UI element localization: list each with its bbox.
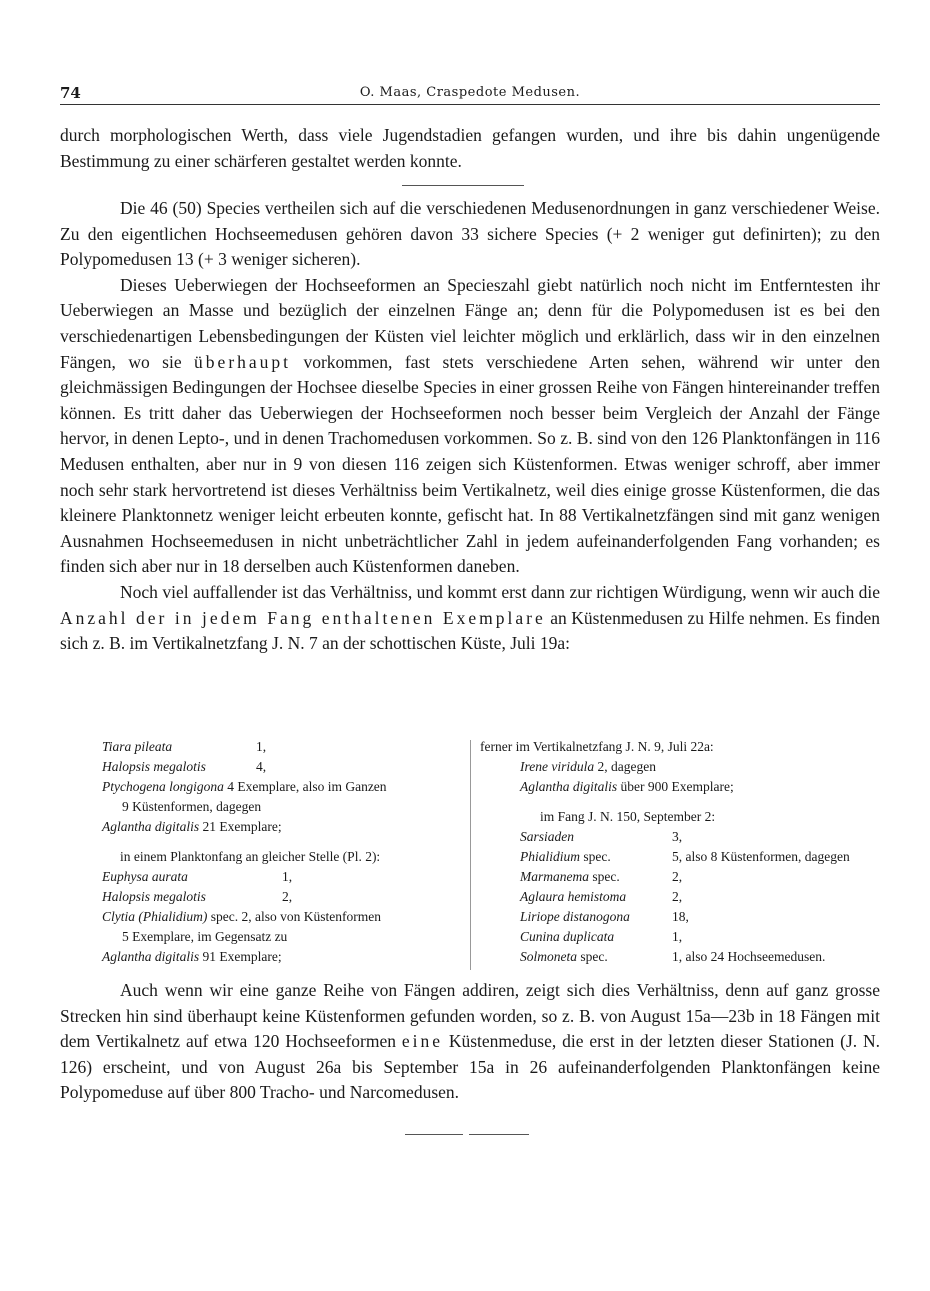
species-count: 1, (282, 869, 293, 884)
species-count: über 900 Exemplare; (620, 779, 734, 794)
paragraph-auffallender-b: an Küstenmedusen zu Hilfe nehmen. Es finden sich z. B. im Vertikalnetzfang J. N. 7 an der schottischen Küste, Juli 19a: (60, 607, 880, 654)
species-count: 4 Exemplare, also im Ganzen (227, 779, 387, 794)
species-name: Euphysa aurata (102, 869, 188, 884)
species-count: 3, (672, 829, 683, 844)
paragraph-species: Die 46 (50) Species vertheilen sich auf die verschiedenen Medusenordnungen in ganz verschiedener Weise. Zu den eigentlichen Hochseemedusen gehören davon 33 sichere Species (+ 2 weniger gut definirten); zu den Polypomedusen 13 (+ 3 weniger sicheren). (60, 198, 880, 270)
species-name: Halopsis megalotis (102, 889, 206, 904)
species-name: Marmanema (520, 869, 589, 884)
list-subheading: ferner im Vertikalnetzfang J. N. 9, Juli 22a: (480, 739, 714, 754)
list-item (480, 737, 880, 757)
species-count: 18, (672, 909, 689, 924)
list-item (102, 777, 462, 797)
species-name: Aglantha digitalis (102, 949, 200, 964)
species-count: 2, (282, 889, 293, 904)
species-name: Solmoneta (520, 949, 577, 964)
species-name: Phialidium (520, 849, 580, 864)
list-continuation: 5 Exemplare, im Gegensatz zu (122, 929, 288, 944)
paragraph-ueberwiegen (60, 273, 880, 580)
list-item (480, 867, 880, 887)
running-head: O. Maas, Craspedote Medusen. (359, 85, 581, 100)
list-item (480, 777, 880, 797)
emphasis-anzahl: Anzahl der in jedem Fang enthaltenen Exemplare (60, 607, 546, 628)
list-item (102, 847, 462, 867)
list-item (102, 797, 462, 817)
list-item (480, 887, 880, 907)
list-item (102, 927, 462, 947)
list-subheading: im Fang J. N. 150, September 2: (540, 809, 716, 824)
species-spec: spec. (580, 949, 608, 964)
list-item (480, 827, 880, 847)
list-item (102, 947, 462, 967)
main-text-block (60, 196, 880, 657)
species-count: 2, (672, 869, 683, 884)
species-count: 1, also 24 Hochseemedusen. (672, 949, 826, 964)
list-continuation: 9 Küstenformen, dagegen (122, 799, 262, 814)
paragraph-reihe (60, 978, 880, 1106)
list-item (102, 737, 462, 757)
emphasis-eine: eine (401, 1031, 443, 1052)
species-name: Clytia (102, 909, 135, 924)
species-name: Irene viridula (520, 759, 595, 774)
header-rule (60, 104, 880, 105)
page-header (60, 84, 880, 106)
paragraph-reihe-b: Küstenmeduse, die erst in der letzten dieser Stationen (J. N. 126) erscheint, und von August 26a bis September 15a in 26 aufeinanderfolgenden Planktonfängen keine Polypomeduse auf über 800 Tracho- und Narcomedusen. (60, 1031, 880, 1103)
list-item (102, 757, 462, 777)
species-count: 5, also 8 Küstenformen, dagegen (672, 849, 850, 864)
species-count: 21 Exemplare; (202, 819, 282, 834)
paragraph-ueberwiegen-b: vorkommen, fast stets verschiedene Arten sehen, während wir unter den gleichmässigen Bedingungen der Hochsee dieselbe Species in einer grossen Reihe von Fängen hintereinander treffen können. Es tritt daher das Ueberwiegen der Hochseeformen noch besser beim Vergleich der Anzahl der Fänge hervor, in denen Lepto-, und in denen Trachomedusen vorkommen. So z. B. sind von den 126 Planktonfängen in 116 Medusen enthalten, aber nur in 9 von diesen 116 zeigen sich Küstenformen. Etwas weniger schroff, aber immer noch sehr stark hervortretend ist dieses Verhältniss beim Vertikalnetz, weil dies einige grosse Küstenformen, die das kleinere Planktonnetz weniger leicht erbeuten konnte, gefischt hat. In 88 Vertikalnetzfängen sind mit ganz wenigen Ausnahmen Hochseemedusen in nicht unbeträchtlicher Zahl in jedem aufeinanderfolgenden Fang vorhanden; es finden sich aber nur in 18 derselben auch Küstenformen daneben. (60, 351, 880, 577)
species-spec: spec. (583, 849, 611, 864)
emphasis-ueberhaupt: überhaupt (194, 351, 292, 372)
list-subheading: in einem Planktonfang an gleicher Stelle (Pl. 2): (120, 849, 381, 864)
paragraph-reihe-a: Auch wenn wir eine ganze Reihe von Fängen addiren, zeigt sich dies Verhältniss, denn auf ganz grosse Strecken hin sind überhaupt keine Küstenformen gefunden worden, so z. B. von August 15a—23b in 18 Fängen mit dem Vertikalnetz auf etwa 120 Hochseeformen (60, 980, 880, 1052)
section-rule-top (402, 185, 524, 186)
species-list-left (102, 737, 462, 967)
species-name: Tiara pileata (102, 739, 173, 754)
species-subgenus: (Phialidium) (138, 909, 208, 924)
intro-paragraph (60, 123, 880, 174)
list-item (102, 867, 462, 887)
species-name: Sarsiaden (520, 829, 574, 844)
list-item (102, 887, 462, 907)
paragraph-auffallender (60, 580, 880, 657)
list-item (480, 847, 880, 867)
paragraph-auffallender-a: Noch viel auffallender ist das Verhältniss, und kommt erst dann zur richtigen Würdigung, wenn wir auch die (120, 581, 880, 602)
closing-paragraph (60, 978, 880, 1106)
list-item (480, 807, 880, 827)
species-name: Aglantha digitalis (520, 779, 618, 794)
list-item (102, 817, 462, 837)
species-name: Cunina duplicata (520, 929, 615, 944)
species-list-right (480, 737, 880, 967)
species-count: 4, (256, 759, 267, 774)
page-number: 74 (60, 84, 81, 102)
list-item (480, 757, 880, 777)
list-item (480, 947, 880, 967)
species-count: 2, dagegen (597, 759, 656, 774)
end-rule-left (405, 1134, 463, 1135)
list-item (102, 907, 462, 927)
species-name: Halopsis megalotis (102, 759, 206, 774)
paragraph-ueberwiegen-a: Dieses Ueberwiegen der Hochseeformen an Specieszahl giebt natürlich noch nicht im Entferntesten ihr Ueberwiegen an Masse und bezüglich der einzelnen Fänge an; denn für die Polypomedusen ist es bei den verschiedenartigen Lebensbedingungen der Küsten viel leichter möglich und erklärlich, dass wir in den einzelnen Fängen, wo sie (60, 274, 880, 372)
list-item (480, 927, 880, 947)
column-divider (470, 740, 471, 970)
species-spec: spec. (592, 869, 620, 884)
species-name: Ptychogena longigona (102, 779, 224, 794)
species-count: 91 Exemplare; (202, 949, 282, 964)
species-count: 1, (672, 929, 683, 944)
species-name: Liriope distanogona (520, 909, 630, 924)
intro-text: durch morphologischen Werth, dass viele Jugendstadien gefangen wurden, und ihre bis dahin ungenügende Bestimmung zu einer schärferen gestaltet werden konnte. (60, 125, 880, 171)
species-name: Aglantha digitalis (102, 819, 200, 834)
end-rule-right (469, 1134, 529, 1135)
species-count: 1, (256, 739, 267, 754)
species-count: 2, (672, 889, 683, 904)
species-name: Aglaura hemistoma (520, 889, 627, 904)
list-item (480, 907, 880, 927)
species-count: spec. 2, also von Küstenformen (210, 909, 381, 924)
